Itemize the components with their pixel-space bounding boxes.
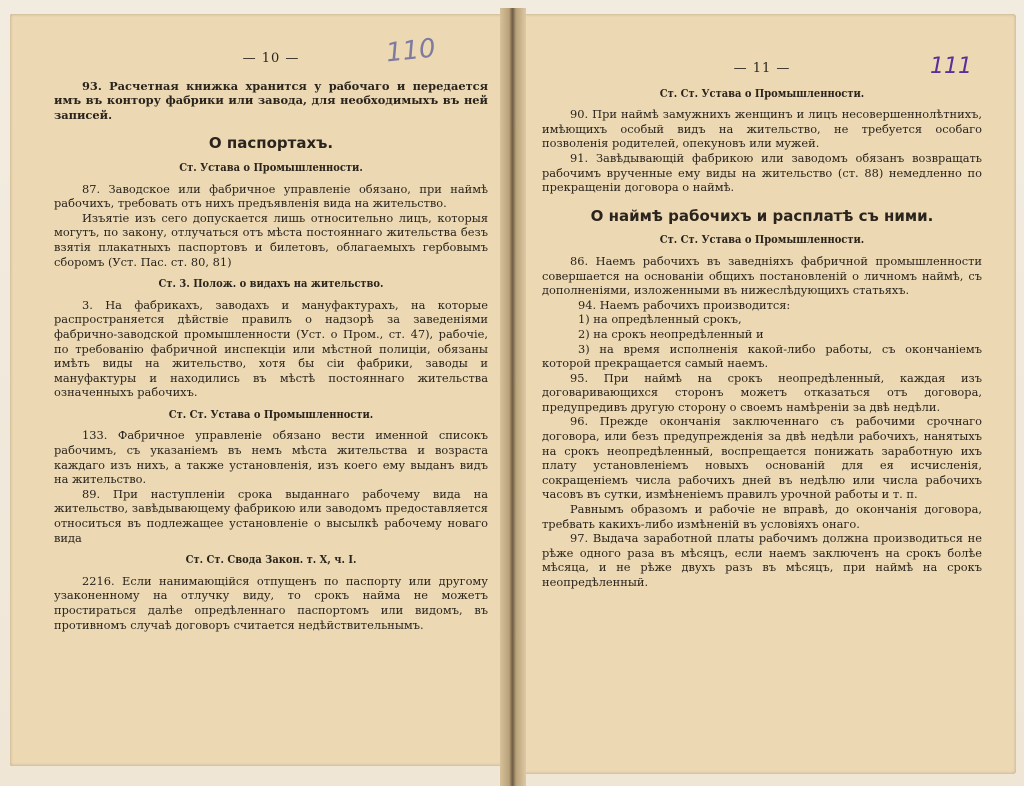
- subheading-ustav-4: Ст. Ст. Устава о Промышленности.: [659, 233, 865, 247]
- page-number-right: — 11 —: [733, 61, 791, 76]
- paragraph-95: 95. При наймѣ на срокъ неопредѣленный, каждая изъ договаривающихся сторонъ можетъ отказаться отъ договора, предупредивъ другую сторону о своемъ намѣреніи за двѣ недѣли.: [542, 370, 982, 414]
- right-page: [518, 14, 1016, 774]
- paragraph-89: 89. При наступленіи срока выданнаго рабочему вида на жительство, завѣдывающему фабрикою или заводомъ предоставляется относиться въ подлежащее установленіе о высылкѣ рабочему новаго вида: [54, 486, 488, 545]
- section-title-passports: О паспортахъ.: [208, 134, 334, 153]
- page-number-left: — 10 —: [242, 51, 300, 66]
- paragraph-97: 97. Выдача заработной платы рабочимъ должна производиться не рѣже одного раза въ мѣсяцъ, если наемъ заключенъ на срокъ болѣе мѣсяца, и не рѣже двухъ разъ въ мѣсяцъ, при наймѣ на срокъ неопредѣленный.: [542, 531, 982, 589]
- paragraph-2216: 2216. Если нанимающійся отпущенъ по паспорту или другому узаконенному на отлучку виду, то срокъ найма не можетъ простираться далѣе опредѣленнаго паспортомъ или видомъ, въ противномъ случаѣ договоръ считается недѣйствительнымъ.: [54, 573, 488, 632]
- left-page: [10, 14, 508, 766]
- handwritten-page-number-right: 111: [930, 54, 972, 79]
- paragraph-94: 94. Наемъ рабочихъ производится:: [578, 297, 791, 312]
- paragraph-90: 90. При наймѣ замужнихъ женщинъ и лицъ несовершеннолѣтнихъ, имѣющихъ особый видъ на жительство, не требуется особаго позволенія родителей, опекуновъ или мужей.: [542, 107, 982, 151]
- subheading-polozh: Ст. 3. Полож. о видахъ на жительство.: [158, 277, 384, 291]
- paragraph-96-workers: Равнымъ образомъ и рабочіе не вправѣ, до окончанія договора, требвать какихъ-либо измѣненій въ условіяхъ онаго.: [542, 502, 982, 531]
- paragraph-86: 86. Наемъ рабочихъ въ заведніяхъ фабричной промышленности совершается на основаніи общихъ постановленій о личномъ наймѣ, съ дополненіями, изложенными въ нижеслѣдующихъ статьяхъ.: [542, 253, 982, 298]
- subheading-ustav-2: Ст. Ст. Устава о Промышленности.: [168, 407, 374, 421]
- list-item: 3) на время исполненія какой-либо работы, съ окончаніемъ которой прекращается самый наемъ.: [542, 341, 982, 371]
- paragraph-87: 87. Заводское или фабричное управленіе обязано, при наймѣ рабочихъ, требовать отъ нихъ предъявленія вида на жительство.: [54, 181, 488, 211]
- subheading-svod: Ст. Ст. Свода Закон. т. X, ч. I.: [185, 553, 357, 567]
- book-gutter: [500, 8, 526, 786]
- subheading-ustav-3: Ст. Ст. Устава о Промышленности.: [659, 86, 865, 100]
- paragraph-133: 133. Фабричное управленіе обязано вести именной списокъ рабочимъ, съ указаніемъ въ немъ мѣста жительства и возраста каждаго изъ нихъ, а также установленія, изъ коего ему выданъ видъ на жительство.: [54, 428, 488, 487]
- subheading-ustav-1: Ст. Устава о Промышленности.: [179, 160, 363, 174]
- paragraph-96: 96. Прежде окончанія заключеннаго съ рабочими срочнаго договора, или безъ предупрежденія за двѣ недѣли рабочихъ, нанятыхъ на срокъ неопредѣленный, воспрещается понижать заработную ихъ плату установленіемъ новыхъ основаній для ея исчисленія, сокращеніемъ числа рабочихъ дней въ недѣлю или числа рабочихъ часовъ въ сутки, измѣненіемъ правилъ урочной работы и т. п.: [542, 414, 982, 502]
- section-title-hiring: О наймѣ рабочихъ и расплатѣ съ ними.: [590, 206, 934, 225]
- list-item: 1) на опредѣленный срокъ,: [578, 312, 742, 327]
- handwritten-page-number-left: 110: [384, 33, 438, 69]
- list-item: 2) на срокъ неопредѣленный и: [578, 326, 764, 341]
- left-text-column: [54, 52, 488, 632]
- list-94: [542, 298, 982, 371]
- paragraph-93: 93. Расчетная книжка хранится у рабочаго и передается имъ въ контору фабрики или завода, для необходимыхъ въ ней записей.: [54, 78, 488, 122]
- right-text-column: [542, 62, 982, 590]
- paragraph-87-exception: Изъятіе изъ сего допускается лишь относительно лицъ, которыя могутъ, по закону, отлучаться отъ мѣста постояннаго жительства безъ взятія плакатныхъ паспортовъ и билетовъ, облагаемыхъ гербовымъ сборомъ (Уст. Пас. ст. 80, 81): [54, 210, 488, 269]
- paragraph-3: 3. На фабрикахъ, заводахъ и мануфактурахъ, на которые распространяется дѣйствіе правилъ о надзорѣ за заведеніями фабрично-заводской промышленности (Уст. о Пром., ст. 47), рабочіе, по требованію фабричной инспекціи или мѣстной полиціи, обязаны имѣть виды на жительство, хотя бы сіи фабрики, заводы и мануфактуры и находились въ мѣстѣ постояннаго жительства означенныхъ рабочихъ.: [54, 297, 488, 400]
- paragraph-91: 91. Завѣдывающій фабрикою или заводомъ обязанъ возвращать рабочимъ врученные ему виды на жительство (ст. 88) немедленно по прекращеніи договора о наймѣ.: [542, 150, 982, 195]
